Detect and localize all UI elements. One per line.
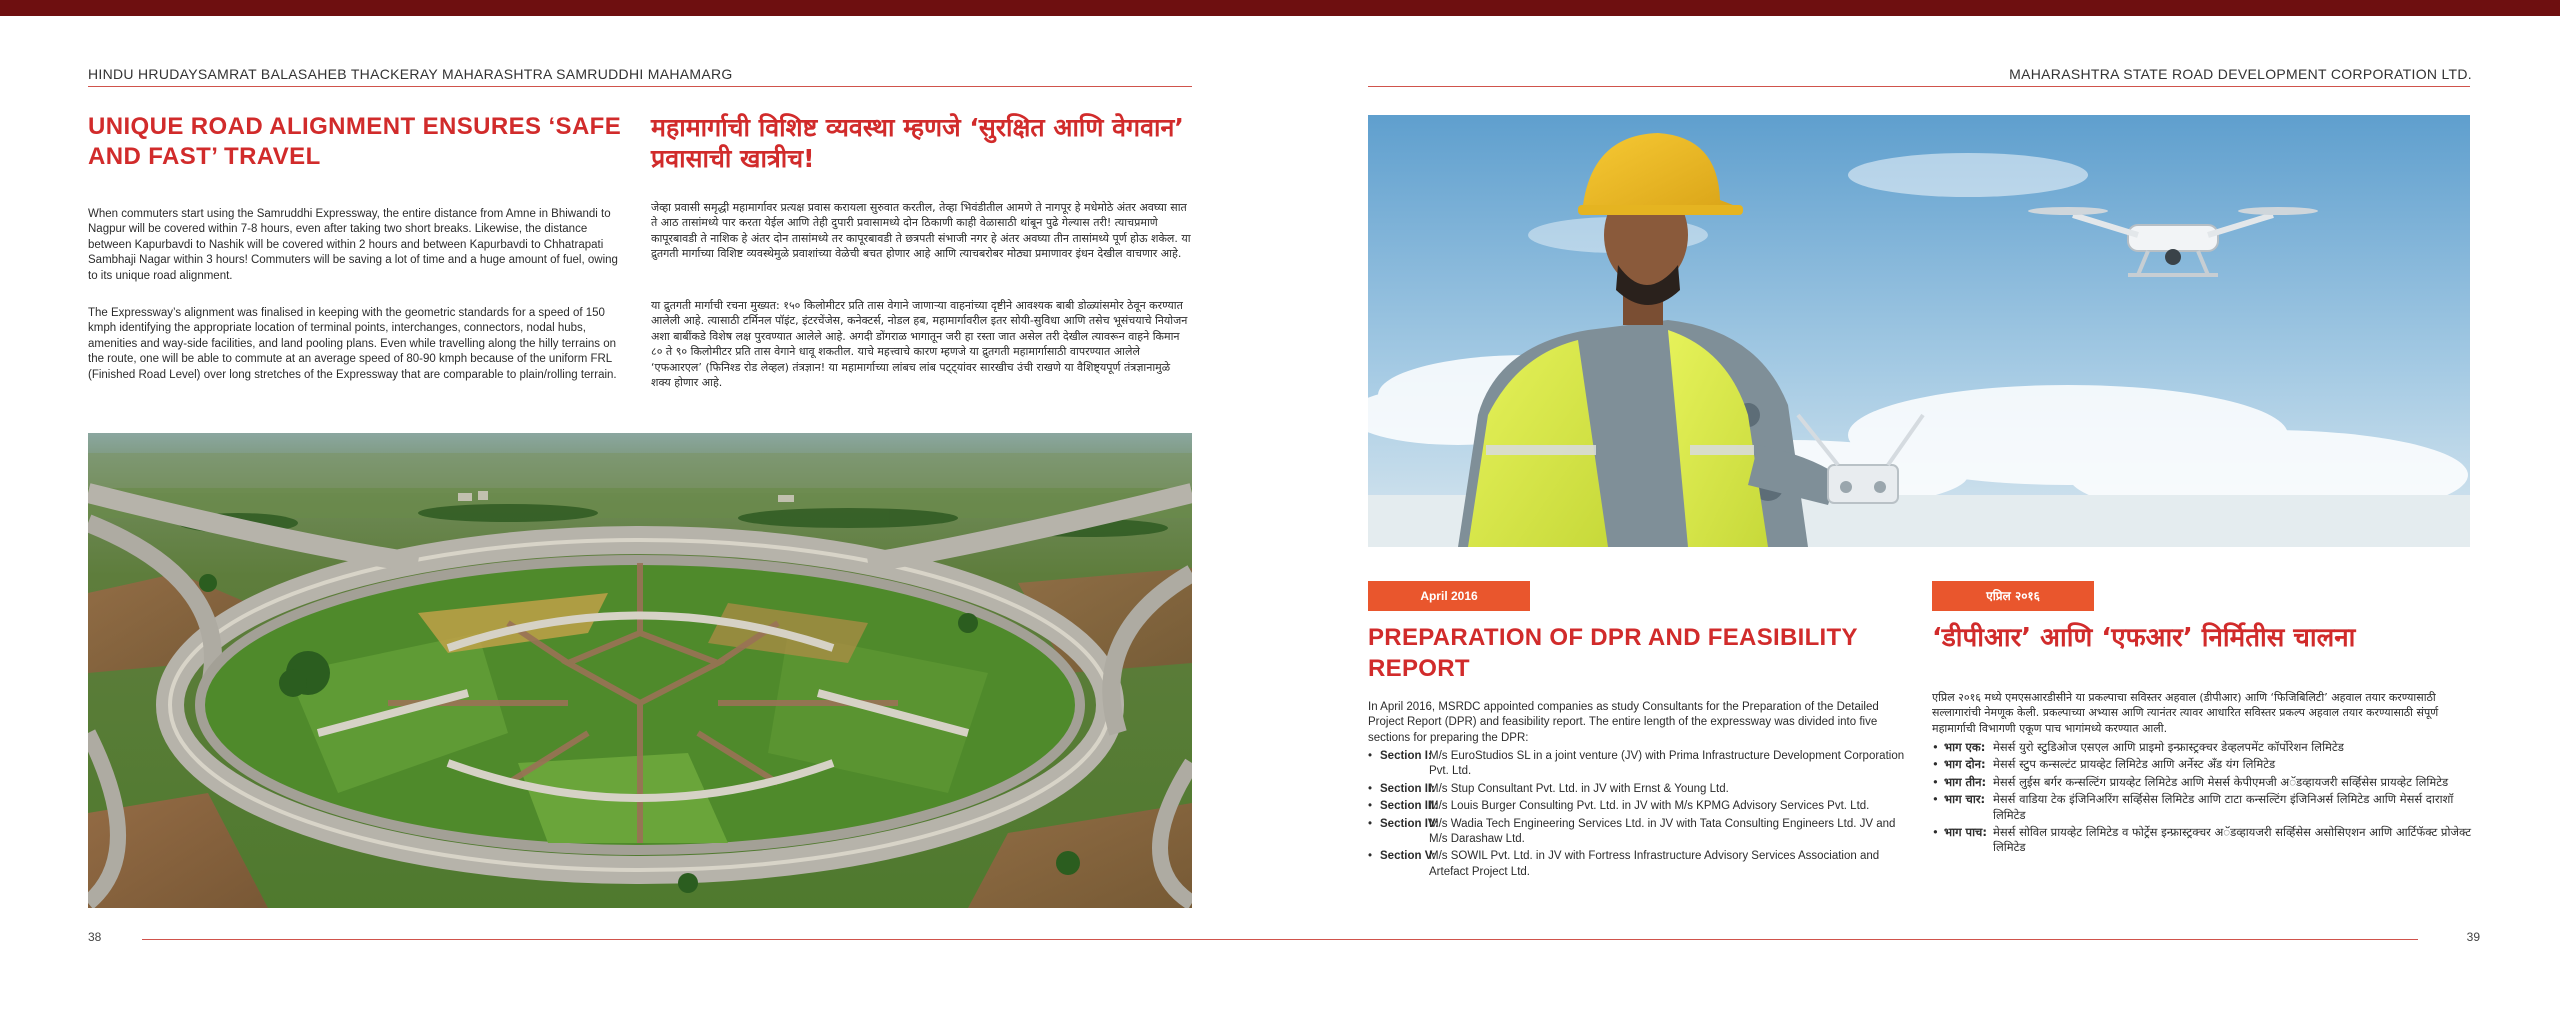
section-text: M/s Stup Consultant Pvt. Ltd. in JV with Ernst & Young Ltd. (1429, 782, 1729, 795)
section-label: Section V: (1380, 850, 1436, 863)
section-text: मेसर्स स्टुप कन्सल्टंट प्रायव्हेट लिमिटेड आणि अर्नेस्ट अँड यंग लिमिटेड (1993, 757, 2276, 772)
list-item: • Section III: M/s Louis Burger Consulting Pvt. Ltd. in JV with M/s KPMG Advisory Services Pvt. Ltd. (1368, 799, 1908, 814)
list-item: • Section II: M/s Stup Consultant Pvt. Ltd. in JV with Ernst & Young Ltd. (1368, 782, 1908, 797)
list-item: • Section IV: M/s Wadia Tech Engineering Services Ltd. in JV with Tata Consulting Engineers Ltd. JV and M/s Darashaw Ltd. (1368, 817, 1896, 846)
list-item: • भाग दोन: मेसर्स स्टुप कन्सल्टंट प्रायव्हेट लिमिटेड आणि अर्नेस्ट अँड यंग लिमिटेड (1932, 757, 2276, 772)
section-text: M/s Louis Burger Consulting Pvt. Ltd. in JV with M/s KPMG Advisory Services Pvt. Ltd. (1429, 800, 1870, 813)
surveyor-drone-photo (1368, 115, 2470, 547)
section-text: मेसर्स सोविल प्रायव्हेट लिमिटेड व फोर्ट्रेस इन्फ्रास्ट्रक्चर अॅडव्हायजरी सर्व्हिसेस असोसिएशन आणि आर्टिफॅक्ट प्रोजेक्ट लिमिटेड (1993, 825, 2472, 855)
section-label: भाग तीन: (1944, 774, 1987, 789)
section-label: Section I: (1380, 750, 1432, 762)
section-text: मेसर्स लुईस बर्गर कन्सल्टिंग प्रायव्हेट लिमिटेड आणि मेसर्स केपीएमजी अॅडव्हायजरी सर्व्हिसेस प्रायव्हेट लिमिटेड (1993, 774, 2449, 789)
section-title-en: UNIQUE ROAD ALIGNMENT ENSURES ‘SAFE AND FAST’ TRAVEL (88, 113, 622, 170)
section-text: M/s EuroStudios SL in a joint venture (JV) with Prima Infrastructure Development Corporation Pvt. Ltd. (1429, 750, 1905, 778)
list-item: • भाग एक: मेसर्स युरो स्टुडिओज एसएल आणि प्राइमो इन्फ्रास्ट्रक्चर डेव्हलपमेंट कॉर्पोरेशन लिमिटेड (1932, 740, 2344, 754)
footer-rule (142, 939, 2418, 940)
header-rule-right (1368, 86, 2470, 87)
consultant-list-mr (1932, 740, 2472, 858)
body-paragraph-mr-1: जेव्हा प्रवासी समृद्धी महामार्गावर प्रत्यक्ष प्रवास करायला सुरुवात करतील, तेव्हा भिवंडीतील आमणे ते नागपूर हे मधेमोठे अंतर अवघ्या सात ते आठ तासांमध्ये पार करता येईल आणि तेही दुपारी प्रवासामध्ये दोन ठिकाणी काही वेळासाठी थांबून पुढे गेल्यास तरी! त्याचप्रमाणे कापूरबावडी ते नाशिक हे अंतर दोन तासांमध्ये तर कापूरबावडी ते छत्रपती संभाजी नगर हे अंतर अवघ्या तीन तासांमध्ये पूर्ण होऊ शकेल. या द्रुतगती मार्गाच्या विशिष्ट व्यवस्थेमुळे प्रवाशांच्या वेळेची बचत होणार आहे आणि त्याचबरोबर मोठ्या प्रमाणावर इंधन देखील वाचणार आहे. (651, 201, 1191, 261)
consultant-list-en (1368, 749, 1908, 882)
section-label: भाग चार: (1944, 792, 1986, 807)
date-tag-mr: एप्रिल २०१६ (1932, 581, 2094, 611)
header-right-text: MAHARASHTRA STATE ROAD DEVELOPMENT CORPORATION LTD. (2009, 66, 2472, 82)
list-item: • भाग चार: मेसर्स वाडिया टेक इंजिनिअरिंग सर्व्हिसेस लिमिटेड आणि टाटा कन्सल्टिंग इंजिनिअर्स लिमिटेड आणि मेसर्स दाराशॉ लिमिटेड (1932, 792, 2454, 822)
date-tag-en: April 2016 (1368, 581, 1530, 611)
page-number-right: 39 (2466, 930, 2480, 944)
section-text: M/s SOWIL Pvt. Ltd. in JV with Fortress Infrastructure Advisory Services Association and Artefact Project Ltd. (1429, 850, 1880, 878)
section-text: मेसर्स युरो स्टुडिओज एसएल आणि प्राइमो इन्फ्रास्ट्रक्चर डेव्हलपमेंट कॉर्पोरेशन लिमिटेड (1993, 740, 2344, 754)
section-label: भाग पाच: (1944, 825, 1987, 840)
section-label: भाग एक: (1944, 740, 1986, 754)
dpr-paragraph-mr: एप्रिल २०१६ मध्ये एमएसआरडीसीने या प्रकल्पाचा सविस्तर अहवाल (डीपीआर) आणि ‘फिजिबिलिटी’ अहवाल तयार करण्यासाठी सल्लागारांची नेमणूक केली. प्रकल्पाच्या अभ्यास आणि त्यानंतर त्यावर आधारित सविस्तर प्रकल्प अहवाल तयार करण्यासाठी संपूर्ण महामार्गाची विभागणी एकूण पाच भागांमध्ये करण्यात आली. (1932, 691, 2439, 735)
top-color-bar (0, 0, 2560, 16)
section-label: Section IV: (1380, 817, 1439, 830)
header-rule-left (88, 86, 1192, 87)
section-label: Section II: (1380, 782, 1435, 795)
section-text: मेसर्स वाडिया टेक इंजिनिअरिंग सर्व्हिसेस लिमिटेड आणि टाटा कन्सल्टिंग इंजिनिअर्स लिमिटेड आणि मेसर्स दाराशॉ लिमिटेड (1993, 792, 2454, 822)
dpr-title-en: PREPARATION OF DPR AND FEASIBILITY REPORT (1368, 624, 1858, 682)
header-left-text: HINDU HRUDAYSAMRAT BALASAHEB THACKERAY MAHARASHTRA SAMRUDDHI MAHAMARG (88, 66, 733, 82)
body-paragraph-en-2: The Expressway’s alignment was finalised in keeping with the geometric standards for a speed of 150 kmph identifying the appropriate location of terminal points, interchanges, connectors, nodal hubs, amenities and way-side facilities, and land pooling plans. Even while travelling along the hilly terrains on the route, one will be able to commute at an average speed of 80-90 kmph because of the uniform FRL (Finished Road Level) over long stretches of the Expressway that are comparable to plain/rolling terrain. (88, 307, 617, 381)
list-item: • Section V: M/s SOWIL Pvt. Ltd. in JV with Fortress Infrastructure Advisory Services Association and Artefact Project Ltd. (1368, 850, 1880, 878)
section-label: Section III: (1380, 800, 1439, 813)
interchange-aerial-photo (88, 433, 1192, 908)
page-number-left: 38 (88, 930, 102, 944)
list-item: • भाग तीन: मेसर्स लुईस बर्गर कन्सल्टिंग प्रायव्हेट लिमिटेड आणि मेसर्स केपीएमजी अॅडव्हायजरी सर्व्हिसेस प्रायव्हेट लिमिटेड (1932, 774, 2449, 789)
section-text: M/s Wadia Tech Engineering Services Ltd. in JV with Tata Consulting Engineers Ltd. JV and M/s Darashaw Ltd. (1429, 817, 1896, 846)
section-label: भाग दोन: (1944, 757, 1986, 772)
list-item: • Section I: M/s EuroStudios SL in a joint venture (JV) with Prima Infrastructure Development Corporation Pvt. Ltd. (1368, 750, 1905, 778)
dpr-paragraph-en: In April 2016, MSRDC appointed companies as study Consultants for the Preparation of the Detailed Project Report (DPR) and feasibility report. The entire length of the expressway was divided into five sections for preparing the DPR: (1368, 701, 1879, 744)
list-item: • भाग पाच: मेसर्स सोविल प्रायव्हेट लिमिटेड व फोर्ट्रेस इन्फ्रास्ट्रक्चर अॅडव्हायजरी सर्व्हिसेस असोसिएशन आणि आर्टिफॅक्ट प्रोजेक्ट लिमिटेड (1932, 825, 2472, 855)
body-paragraph-mr-2: या द्रुतगती मार्गाची रचना मुख्यत: १५० किलोमीटर प्रति तास वेगाने जाणाऱ्या वाहनांच्या दृष्टीने आवश्यक बाबी डोळ्यांसमोर ठेवून करण्यात आलेली आहे. त्यासाठी टर्मिनल पॉइंट, इंटरचेंजेस, कनेक्टर्स, नोडल हब, महामार्गावरील इतर सोयी-सुविधा आणि तसेच भूसंचयाचे नियोजन अशा बाबींकडे विशेष लक्ष पुरवण्यात आलेले आहे. अगदी डोंगराळ भागातून जरी हा रस्ता जात असेल तरी देखील त्यावरून वाहने किमान ८० ते ९० किलोमीटर प्रति तास वेगाने धावू शकतील. याचे महत्त्वाचे कारण म्हणजे या द्रुतगती महामार्गासाठी वापरण्यात आलेले ‘एफआरएल’ (फिनिश्ड रोड लेव्हल) तंत्रज्ञान! या महामार्गाच्या लांबच लांब पट्ट्यांवर सारखीच उंची राखणे या वैशिष्ट्यपूर्ण तंत्रज्ञानामुळे शक्य होणार आहे. (651, 299, 1188, 390)
dpr-title-mr: ‘डीपीआर’ आणि ‘एफआर’ निर्मितीस चालना (1932, 623, 2356, 653)
body-paragraph-en-1: When commuters start using the Samruddhi Expressway, the entire distance from Amne in Bhiwandi to Nagpur will be covered within 7-8 hours, even after taking two short breaks. Likewise, the distance between Kapurbavdi to Nashik will be covered within 2 hours and between Kapurbavdi to Chhatrapati Sambhaji Nagar within 3 hours! Commuters will be saving a lot of time and a huge amount of fuel, owing to its unique road alignment. (88, 208, 618, 282)
section-title-mr: महामार्गाची विशिष्ट व्यवस्था म्हणजे ‘सुरक्षित आणि वेगवान’ प्रवासाची खात्रीच! (651, 113, 1184, 173)
